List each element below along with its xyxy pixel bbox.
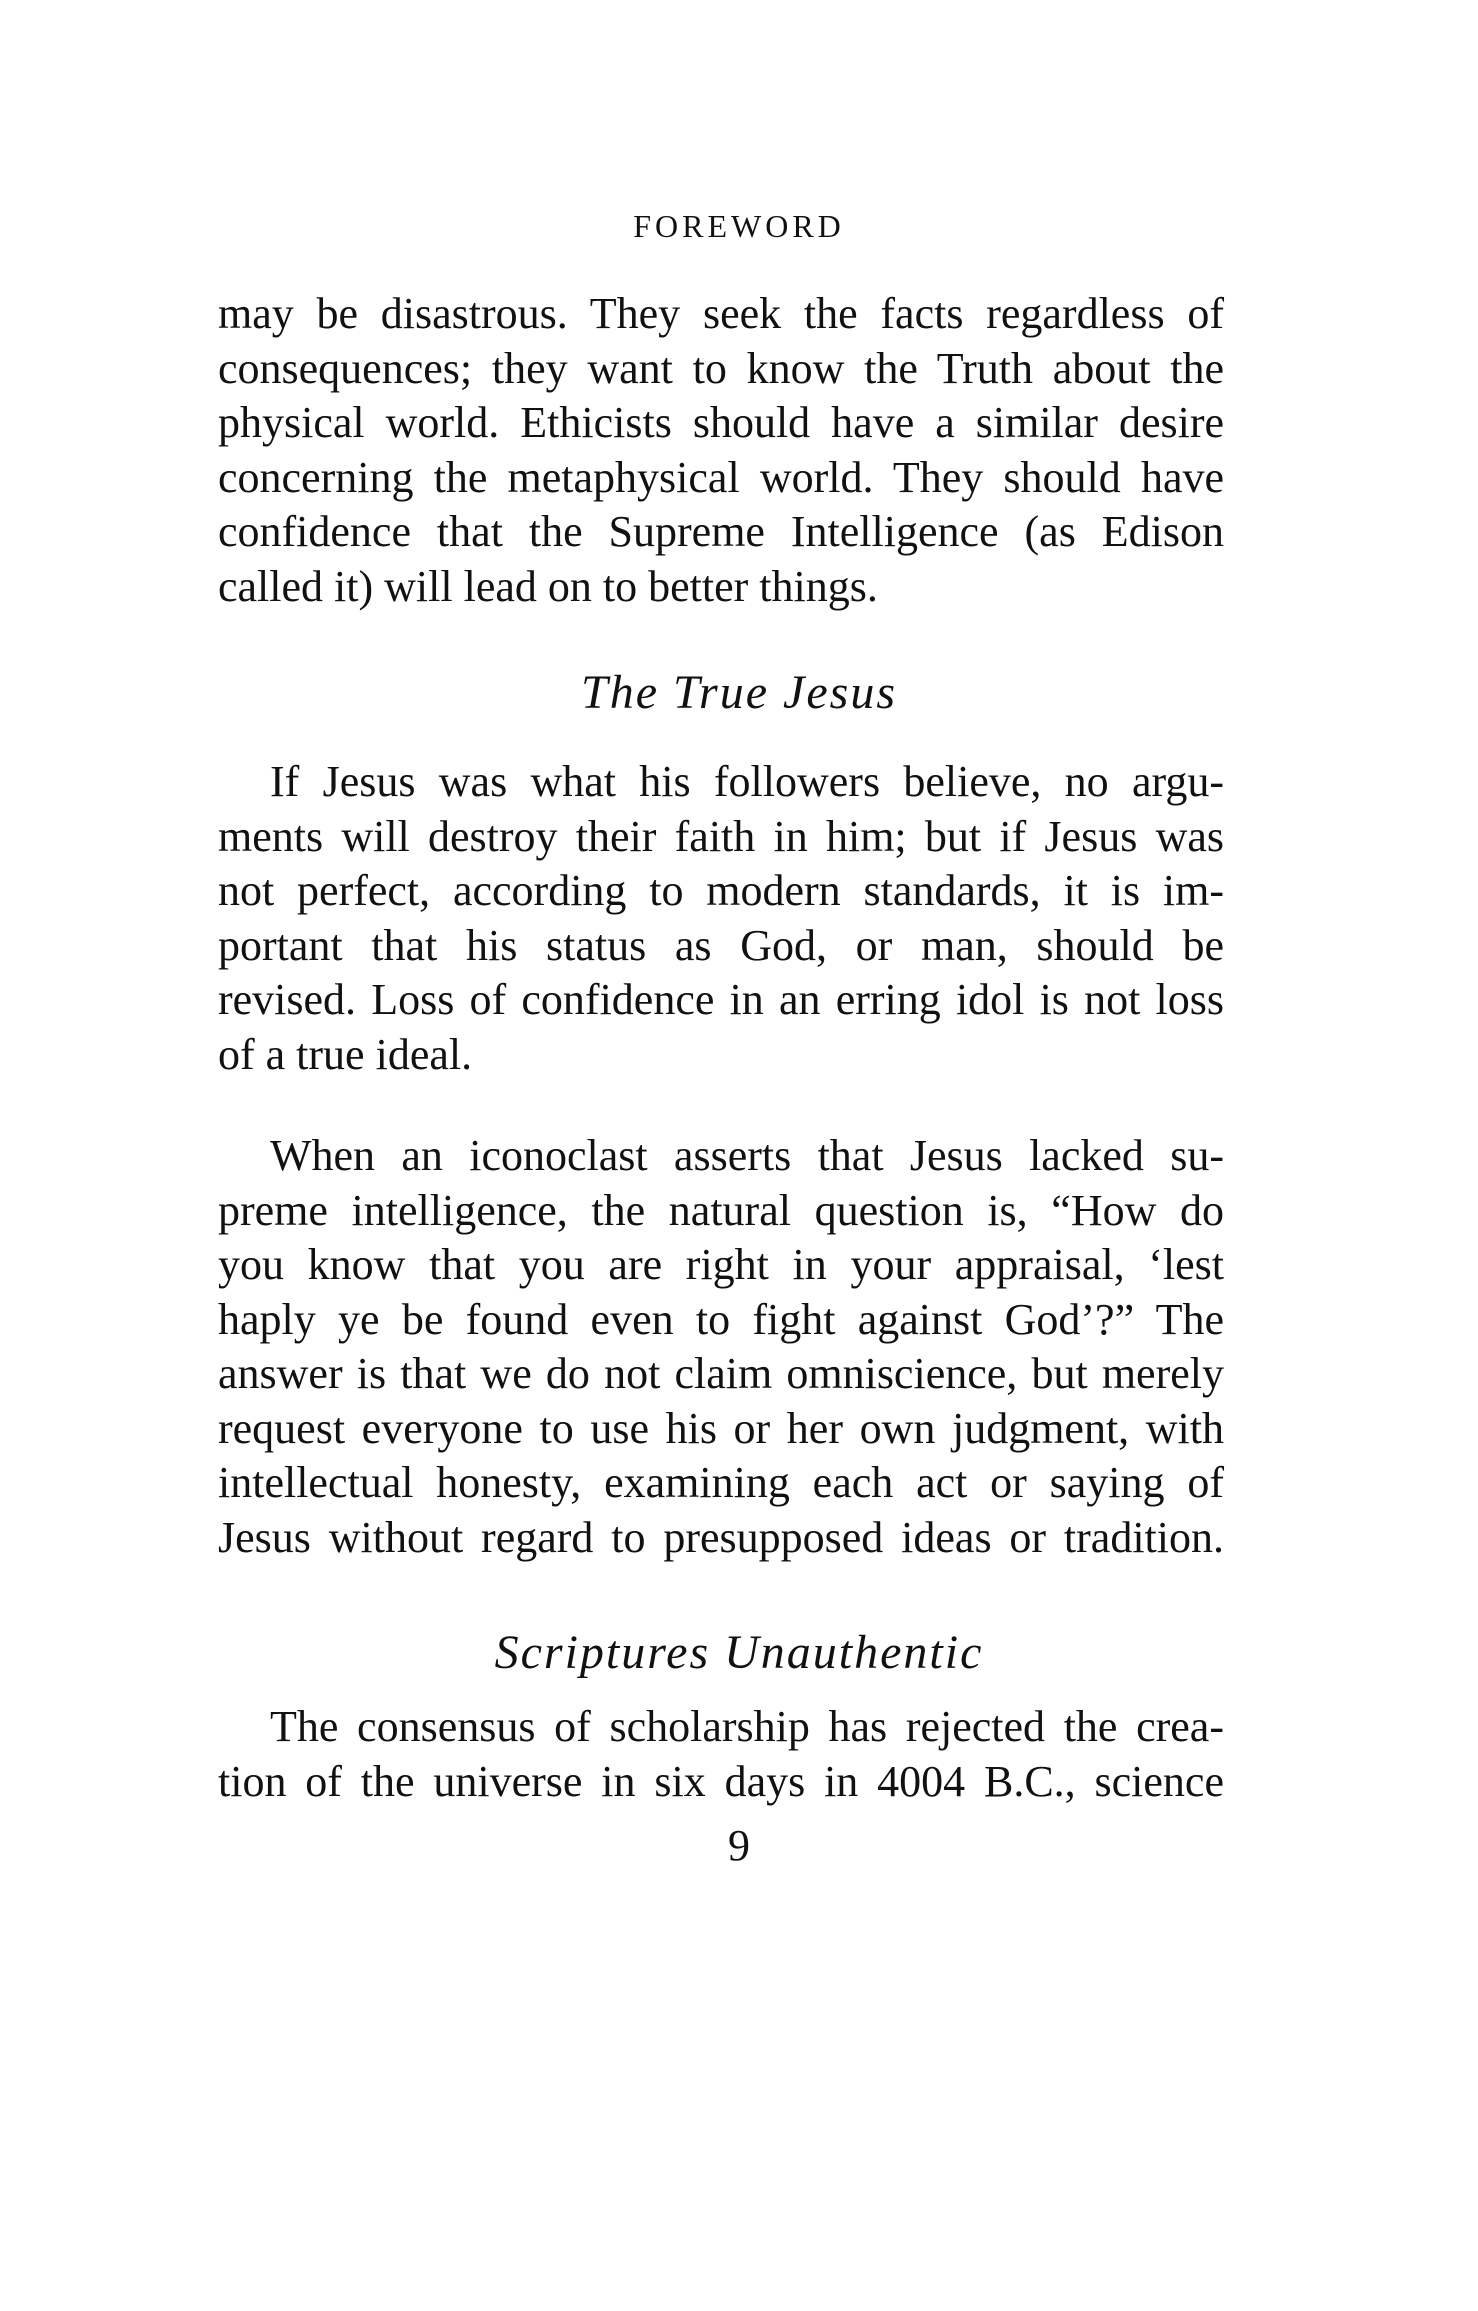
text-line: request everyone to use his or her own judgment, with (218, 1403, 1224, 1453)
section-heading-true-jesus: The True Jesus (581, 666, 897, 719)
text-line: ments will destroy their faith in him; but if Jesus was (218, 811, 1224, 861)
continuation-paragraph (218, 287, 1224, 614)
text-line: concerning the metaphysical world. They should have (218, 452, 1224, 502)
running-head: FOREWORD (633, 208, 845, 244)
text-line: revised. Loss of confidence in an erring idol is not loss (218, 975, 1224, 1024)
text-line: tion of the universe in six days in 4004 B.C., science (218, 1756, 1224, 1806)
text-line: confidence that the Supreme Intelligence (as Edison (218, 507, 1224, 556)
text-line: called it) will lead on to better things. (218, 561, 878, 611)
text-line: consequences; they want to know the Truth about the (218, 343, 1224, 393)
text-line: preme intelligence, the natural question is, “How do (218, 1185, 1224, 1235)
text-line: The consensus of scholarship has rejected the crea- (270, 1702, 1224, 1751)
true-jesus-paragraph-1 (218, 755, 1224, 1082)
text-line: not perfect, according to modern standards, it is im- (218, 866, 1224, 915)
page-number: 9 (728, 1821, 750, 1870)
text-line: you know that you are right in your appraisal, ‘lest (218, 1240, 1224, 1289)
text-line: Jesus without regard to presupposed ideas or tradition. (218, 1512, 1224, 1562)
text-line: answer is that we do not claim omniscience, but merely (218, 1349, 1224, 1398)
true-jesus-paragraph-2 (218, 1129, 1224, 1565)
text-line: intellectual honesty, examining each act or saying of (218, 1458, 1224, 1507)
text-line: may be disastrous. They seek the facts regardless of (218, 289, 1224, 338)
text-line: haply ye be found even to fight against God’?” The (218, 1294, 1224, 1344)
text-line: of a true ideal. (218, 1029, 473, 1079)
section-heading-scriptures-unauthentic: Scriptures Unauthentic (494, 1626, 984, 1679)
text-line: When an iconoclast asserts that Jesus lacked su- (270, 1131, 1224, 1180)
text-line: portant that his status as God, or man, should be (218, 920, 1224, 970)
scriptures-paragraph-1 (218, 1700, 1224, 1809)
text-line: If Jesus was what his followers believe, no argu- (270, 757, 1224, 806)
text-line: physical world. Ethicists should have a similar desire (218, 398, 1224, 447)
